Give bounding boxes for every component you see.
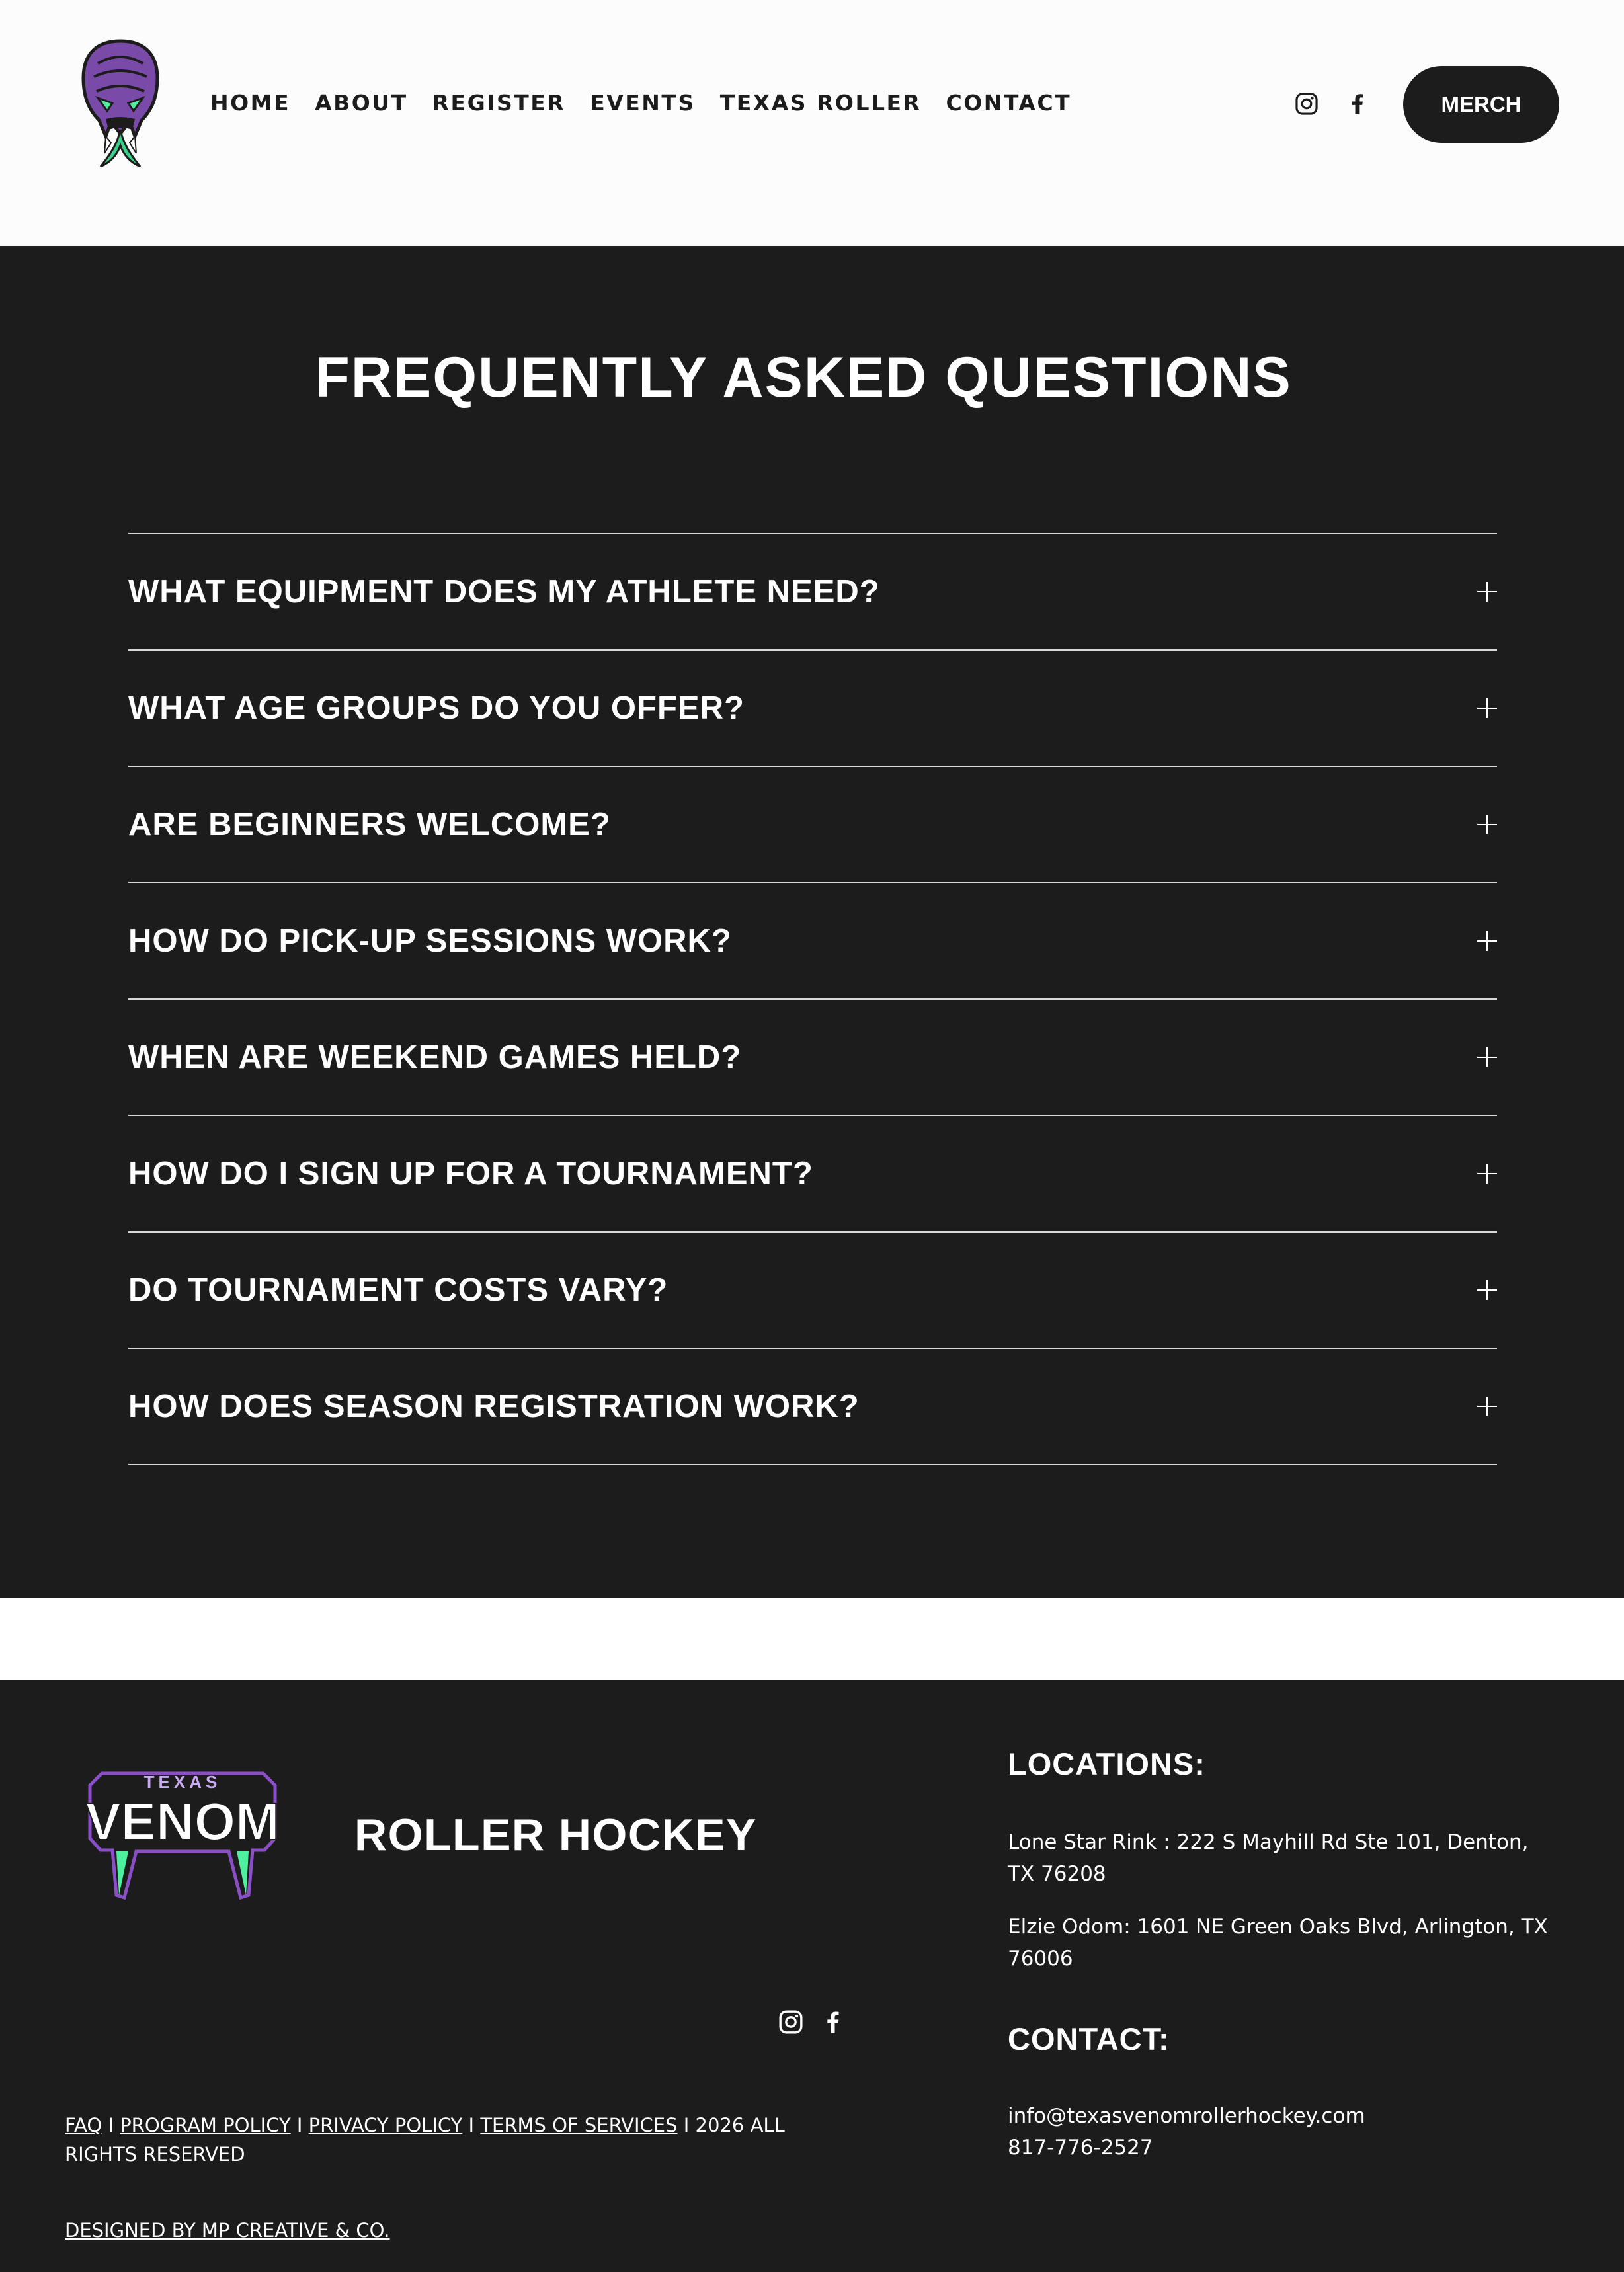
faq-question: WHEN ARE WEEKEND GAMES HELD? [128, 1039, 742, 1075]
main-nav [210, 90, 1096, 116]
location-denton: Lone Star Rink : 222 S Mayhill Rd Ste 101, Denton, TX 76208 [1008, 1830, 1529, 1886]
copyright-text: 2026 ALL RIGHTS RESERVED [65, 2114, 785, 2166]
plus-icon[interactable] [1477, 1397, 1497, 1416]
nav-texas-roller[interactable]: TEXAS ROLLER [719, 90, 922, 116]
faq-section [0, 246, 1624, 1598]
logo-main-text: VENOM [85, 1792, 280, 1851]
footer-brand: ROLLER HOCKEY [354, 1810, 757, 1860]
faq-item[interactable] [128, 1116, 1497, 1233]
contact-email[interactable]: info@texasvenomrollerhockey.com [1008, 2104, 1365, 2128]
footer-link-privacy-policy[interactable]: PRIVACY POLICY [308, 2114, 463, 2136]
footer-links [65, 2111, 832, 2169]
plus-icon[interactable] [1477, 815, 1497, 834]
contact-heading: CONTACT: [1008, 2021, 1170, 2056]
faq-item[interactable] [128, 534, 1497, 651]
site-footer [0, 1680, 1624, 2272]
instagram-icon[interactable] [1294, 91, 1319, 116]
faq-item[interactable] [128, 651, 1497, 767]
instagram-icon[interactable] [778, 2009, 804, 2035]
footer-link-program-policy[interactable]: PROGRAM POLICY [120, 2114, 291, 2136]
plus-icon[interactable] [1477, 582, 1497, 602]
plus-icon[interactable] [1477, 1164, 1497, 1184]
site-header [0, 0, 1624, 246]
nav-register[interactable]: REGISTER [432, 90, 566, 116]
faq-question: HOW DO PICK-UP SESSIONS WORK? [128, 923, 732, 959]
logo-top-text: TEXAS [143, 1772, 222, 1792]
faq-question: DO TOURNAMENT COSTS VARY? [128, 1272, 669, 1308]
designer-credit-link[interactable]: DESIGNED BY MP CREATIVE & CO. [65, 2219, 390, 2242]
nav-about[interactable]: ABOUT [315, 90, 408, 116]
faq-item[interactable] [128, 1233, 1497, 1349]
faq-question: WHAT AGE GROUPS DO YOU OFFER? [128, 690, 745, 726]
facebook-icon[interactable] [820, 2009, 846, 2035]
link-separator: I [683, 2114, 690, 2136]
snake-head-logo[interactable] [74, 37, 167, 173]
faq-question: HOW DO I SIGN UP FOR A TOURNAMENT? [128, 1156, 813, 1192]
plus-icon[interactable] [1477, 1280, 1497, 1300]
link-separator: I [468, 2114, 475, 2136]
location-arlington: Elzie Odom: 1601 NE Green Oaks Blvd, Arlington, TX 76006 [1008, 1915, 1548, 1970]
facebook-icon[interactable] [1345, 91, 1370, 116]
locations-heading: LOCATIONS: [1008, 1746, 1205, 1781]
nav-contact[interactable]: CONTACT [946, 90, 1072, 116]
contact-phone[interactable]: 817-776-2527 [1008, 2136, 1153, 2160]
faq-question: WHAT EQUIPMENT DOES MY ATHLETE NEED? [128, 574, 880, 610]
faq-item[interactable] [128, 1349, 1497, 1465]
nav-home[interactable]: HOME [210, 90, 291, 116]
texas-venom-logo[interactable] [75, 1765, 290, 1904]
faq-title: FREQUENTLY ASKED QUESTIONS [315, 346, 1292, 409]
faq-question: ARE BEGINNERS WELCOME? [128, 807, 611, 842]
nav-events[interactable]: EVENTS [590, 90, 696, 116]
plus-icon[interactable] [1477, 1047, 1497, 1067]
plus-icon[interactable] [1477, 931, 1497, 951]
footer-link-terms[interactable]: TERMS OF SERVICES [480, 2114, 678, 2136]
footer-link-faq[interactable]: FAQ [65, 2114, 102, 2136]
link-separator: I [108, 2114, 114, 2136]
faq-item[interactable] [128, 767, 1497, 883]
faq-item[interactable] [128, 1000, 1497, 1116]
merch-button[interactable]: MERCH [1403, 66, 1559, 143]
link-separator: I [296, 2114, 303, 2136]
faq-item[interactable] [128, 883, 1497, 1000]
plus-icon[interactable] [1477, 698, 1497, 718]
faq-question: HOW DOES SEASON REGISTRATION WORK? [128, 1389, 860, 1424]
faq-list [128, 533, 1497, 1465]
